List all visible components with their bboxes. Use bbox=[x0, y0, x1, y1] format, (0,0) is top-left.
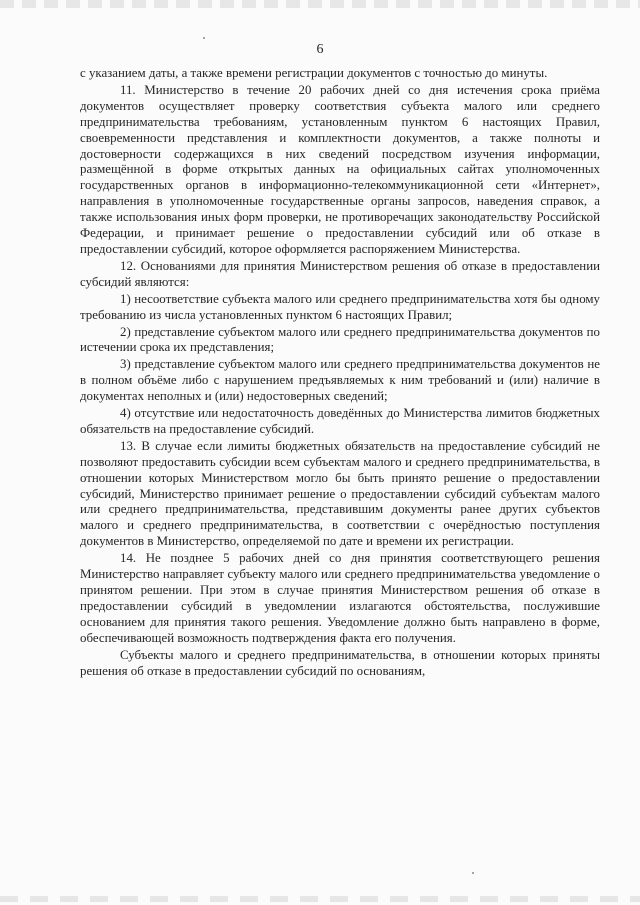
list-item-3: 3) представление субъектом малого или среднего предпринимательства документов не в полном объёме либо с нарушением предъявляемых к ним требований и (или) наличие в документах неполных и (или) недостоверных сведений; bbox=[80, 357, 600, 404]
paragraph-14: 14. Не позднее 5 рабочих дней со дня принятия соответствующего решения Министерство направляет субъекту малого или среднего предпринимательства уведомление о принятом решении. При этом в случае принятия Министерством решения об отказе в предоставлении субсидий в уведомлении излагаются обстоятельства, послужившие основанием для принятия такого решения. Уведомление должно быть направлено в форме, обеспечивающей возможность подтверждения факта его получения. bbox=[80, 551, 600, 645]
list-item-1: 1) несоответствие субъекта малого или среднего предпринимательства хотя бы одному требованию из числа установленных пунктом 6 настоящих Правил; bbox=[80, 291, 600, 322]
scan-speck bbox=[203, 37, 205, 39]
document-body bbox=[80, 66, 600, 679]
scan-edge-top bbox=[0, 0, 640, 8]
page-number: 6 bbox=[316, 42, 324, 57]
paragraph-11: 11. Министерство в течение 20 рабочих дней со дня истечения срока приёма документов осуществляет проверку соответствия субъекта малого или среднего предпринимательства требованиям, установленным пунктом 6 настоящих Правил, своевременности представления и комплектности документов, а также полноты и достоверности содержащихся в них сведений посредством изучения информации, размещённой в форме открытых данных на официальных сайтах уполномоченных государственных органов в информационно-телекоммуникационной сети «Интернет», направления в уполномоченные государственные органы запросов, наведения справок, а также использования иных форм проверки, не противоречащих законодательству Российской Федерации, и принимает решение о предоставлении субсидий или об отказе в предоставлении субсидий, которое оформляется распоряжением Министерства. bbox=[80, 82, 600, 256]
scan-edge-bottom bbox=[0, 896, 640, 902]
paragraph-closing: Субъекты малого и среднего предпринимательства, в отношении которых приняты решения об отказе в предоставлении субсидий по основаниям, bbox=[80, 647, 600, 678]
list-item-2: 2) представление субъектом малого или среднего предпринимательства документов по истечении срока их представления; bbox=[80, 324, 600, 355]
paragraph-12: 12. Основаниями для принятия Министерством решения об отказе в предоставлении субсидий являются: bbox=[80, 258, 600, 289]
paragraph-continuation: с указанием даты, а также времени регистрации документов с точностью до минуты. bbox=[80, 66, 548, 80]
scan-speck bbox=[472, 872, 474, 874]
paragraph-13: 13. В случае если лимиты бюджетных обязательств на предоставление субсидий не позволяют предоставить субсидии всем субъектам малого и среднего предпринимательства, в отношении которых Министерством могло бы быть принято решение о предоставлении субсидий, Министерство принимает решение о предоставлении субсидий субъектам малого или среднего предпринимательства, представившим документы ранее других субъектов малого и среднего предпринимательства, в соответствии с очерёдностью поступления документов в Министерство, определяемой по дате и времени их регистрации. bbox=[80, 438, 600, 549]
list-item-4: 4) отсутствие или недостаточность доведённых до Министерства лимитов бюджетных обязательств на предоставление субсидий. bbox=[80, 406, 600, 436]
